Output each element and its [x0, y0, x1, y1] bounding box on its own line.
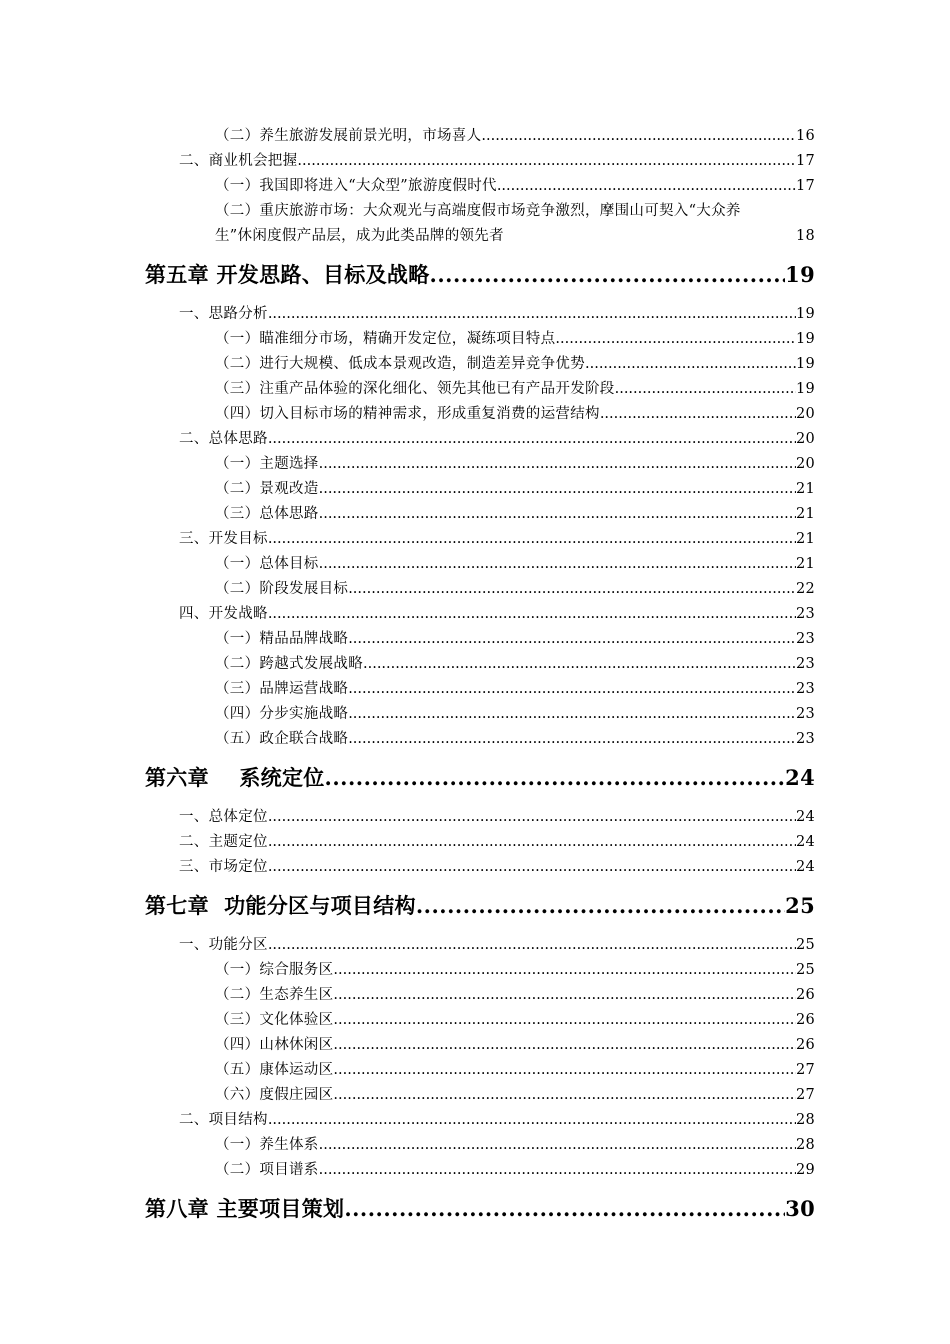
- toc-entry[interactable]: [145, 1158, 815, 1183]
- toc-leader-dots: [344, 1183, 785, 1235]
- toc-entry-page: 26: [795, 1037, 815, 1053]
- toc-leader-dots: [363, 652, 796, 677]
- toc-entry-title: （二）生态养生区: [215, 987, 334, 1003]
- toc-entry[interactable]: [145, 602, 815, 627]
- table-of-contents: [145, 124, 815, 1236]
- toc-leader-dots: [333, 983, 796, 1008]
- toc-entry-title: 二、总体思路: [179, 431, 268, 447]
- toc-leader-dots: [430, 249, 786, 301]
- toc-leader-dots: [319, 502, 796, 527]
- toc-leader-dots: [348, 627, 796, 652]
- toc-chapter-title: 第七章 功能分区与项目结构: [145, 893, 416, 918]
- toc-entry[interactable]: [145, 452, 815, 477]
- toc-chapter-title: 第八章 主要项目策划: [145, 1196, 345, 1221]
- toc-entry-page: 27: [795, 1087, 815, 1103]
- toc-entry-title: （二）景观改造: [215, 481, 319, 497]
- toc-entry-title: （三）注重产品体验的深化细化、领先其他已有产品开发阶段: [215, 381, 615, 397]
- toc-entry-page: 20: [795, 431, 815, 447]
- toc-entry[interactable]: [145, 627, 815, 652]
- toc-leader-dots: [615, 377, 796, 402]
- toc-entry-title: （三）品牌运营战略: [215, 681, 349, 697]
- toc-entry-title: （四）分步实施战略: [215, 706, 349, 722]
- toc-leader-dots: [497, 174, 796, 199]
- toc-leader-dots: [268, 1108, 796, 1133]
- toc-entry-title: （二）养生旅游发展前景光明，市场喜人: [215, 128, 482, 144]
- toc-entry-page: 26: [795, 987, 815, 1003]
- toc-entry[interactable]: [145, 983, 815, 1008]
- toc-leader-dots: [319, 552, 796, 577]
- toc-entry[interactable]: [145, 702, 815, 727]
- toc-entry-title: 二、项目结构: [179, 1112, 268, 1128]
- toc-leader-dots: [333, 1058, 796, 1083]
- toc-leader-dots: [333, 1033, 796, 1058]
- toc-entry[interactable]: [145, 477, 815, 502]
- toc-entry-page: 16: [795, 128, 815, 144]
- toc-chapter-page: 19: [785, 262, 815, 287]
- toc-entry-title-line1: （二）重庆旅游市场：大众观光与高端度假市场竞争激烈，摩围山可契入“大众养: [215, 203, 741, 219]
- toc-entry-title: （二）进行大规模、低成本景观改造，制造差异竞争优势: [215, 356, 585, 372]
- toc-entry[interactable]: [145, 1133, 815, 1158]
- toc-entry-title: （一）我国即将进入“大众型”旅游度假时代: [215, 178, 497, 194]
- toc-entry-page: 24: [795, 834, 815, 850]
- toc-entry-title: （四）切入目标市场的精神需求，形成重复消费的运营结构: [215, 406, 600, 422]
- toc-entry[interactable]: [145, 1058, 815, 1083]
- toc-leader-dots: [268, 427, 796, 452]
- toc-entry-title: （四）山林休闲区: [215, 1037, 334, 1053]
- toc-entry-line2: [145, 224, 815, 249]
- toc-entry-page: 23: [795, 681, 815, 697]
- toc-chapter[interactable]: [145, 249, 815, 302]
- toc-entry-title: 三、开发目标: [179, 531, 268, 547]
- toc-leader-dots: [297, 149, 796, 174]
- toc-entry[interactable]: [145, 1083, 815, 1108]
- toc-chapter-page: 30: [785, 1196, 815, 1221]
- toc-entry-page: 26: [795, 1012, 815, 1028]
- toc-leader-dots: [268, 302, 796, 327]
- toc-entry[interactable]: [145, 327, 815, 352]
- toc-entry-title: 二、商业机会把握: [179, 153, 298, 169]
- toc-entry-page: 21: [795, 531, 815, 547]
- toc-entry-title: 四、开发战略: [179, 606, 268, 622]
- toc-entry-page: 25: [795, 962, 815, 978]
- toc-entry-title: （五）政企联合战略: [215, 731, 349, 747]
- toc-entry-page: 21: [795, 506, 815, 522]
- toc-entry-page: 23: [795, 706, 815, 722]
- toc-entry-page: 20: [795, 456, 815, 472]
- toc-entry-page: 20: [795, 406, 815, 422]
- toc-entry[interactable]: [145, 402, 815, 427]
- toc-entry-page: 24: [795, 809, 815, 825]
- toc-leader-dots: [555, 327, 796, 352]
- toc-entry-title: （三）总体思路: [215, 506, 319, 522]
- toc-entry[interactable]: [145, 958, 815, 983]
- toc-entry-page: 27: [795, 1062, 815, 1078]
- toc-entry-title: （一）瞄准细分市场，精确开发定位，凝练项目特点: [215, 331, 556, 347]
- toc-entry-page: 21: [795, 481, 815, 497]
- toc-entry[interactable]: [145, 855, 815, 880]
- toc-entry-page: 18: [795, 228, 815, 244]
- toc-entry-title: （二）跨越式发展战略: [215, 656, 363, 672]
- toc-entry-title: 一、思路分析: [179, 306, 268, 322]
- toc-entry-title: （一）精品品牌战略: [215, 631, 349, 647]
- toc-entry-page: 19: [795, 356, 815, 372]
- toc-leader-dots: [268, 933, 796, 958]
- toc-chapter-title: 第六章 系统定位: [145, 765, 325, 790]
- toc-chapter[interactable]: [145, 1183, 815, 1236]
- toc-entry-title: （一）总体目标: [215, 556, 319, 572]
- toc-chapter[interactable]: [145, 752, 815, 805]
- toc-entry[interactable]: [145, 577, 815, 602]
- toc-entry[interactable]: [145, 352, 815, 377]
- toc-leader-dots: [333, 1083, 796, 1108]
- toc-entry[interactable]: [145, 174, 815, 199]
- toc-leader-dots: [319, 1133, 796, 1158]
- toc-entry-page: 19: [795, 306, 815, 322]
- toc-entry-page: 28: [795, 1137, 815, 1153]
- toc-entry[interactable]: [145, 149, 815, 174]
- toc-leader-dots: [319, 452, 796, 477]
- toc-entry-page: 24: [795, 859, 815, 875]
- toc-entry-page: 25: [795, 937, 815, 953]
- toc-entry[interactable]: [145, 677, 815, 702]
- toc-entry[interactable]: [145, 830, 815, 855]
- toc-leader-dots: [416, 880, 785, 932]
- toc-chapter-page: 24: [785, 765, 815, 790]
- toc-entry[interactable]: [145, 805, 815, 830]
- toc-entry[interactable]: [145, 302, 815, 327]
- toc-entry[interactable]: [145, 727, 815, 752]
- toc-entry-page: 23: [795, 631, 815, 647]
- toc-entry[interactable]: [145, 1108, 815, 1133]
- toc-entry[interactable]: [145, 502, 815, 527]
- toc-leader-dots: [348, 577, 796, 602]
- toc-leader-dots: [268, 527, 796, 552]
- toc-entry-page: 29: [795, 1162, 815, 1178]
- toc-leader-dots: [333, 1008, 796, 1033]
- toc-entry[interactable]: [145, 377, 815, 402]
- toc-entry-title: （六）度假庄园区: [215, 1087, 334, 1103]
- toc-leader-dots: [348, 727, 796, 752]
- toc-entry-wrapped[interactable]: [145, 199, 815, 249]
- toc-entry-page: 28: [795, 1112, 815, 1128]
- toc-entry-page: 19: [795, 381, 815, 397]
- toc-entry-title: 三、市场定位: [179, 859, 268, 875]
- toc-leader-dots: [325, 752, 786, 804]
- toc-entry-page: 22: [795, 581, 815, 597]
- toc-chapter-page: 25: [785, 893, 815, 918]
- toc-entry-page: 17: [795, 178, 815, 194]
- toc-leader-dots: [348, 677, 796, 702]
- toc-leader-dots: [319, 477, 796, 502]
- toc-entry-title: （二）阶段发展目标: [215, 581, 349, 597]
- toc-leader-dots: [319, 1158, 796, 1183]
- toc-leader-dots: [268, 830, 796, 855]
- toc-entry-page: 21: [795, 556, 815, 572]
- toc-entry[interactable]: [145, 652, 815, 677]
- toc-entry[interactable]: [145, 527, 815, 552]
- toc-entry-title-line2: 生”休闲度假产品层，成为此类品牌的领先者: [215, 228, 504, 244]
- toc-entry-page: 17: [795, 153, 815, 169]
- toc-entry-title: （一）主题选择: [215, 456, 319, 472]
- toc-chapter-title: 第五章 开发思路、目标及战略: [145, 262, 430, 287]
- toc-leader-dots: [585, 352, 796, 377]
- toc-entry-title: 一、总体定位: [179, 809, 268, 825]
- toc-entry-title: （二）项目谱系: [215, 1162, 319, 1178]
- toc-entry-title: 二、主题定位: [179, 834, 268, 850]
- toc-leader-dots: [333, 958, 796, 983]
- toc-entry-page: 23: [795, 656, 815, 672]
- toc-leader-dots: [481, 124, 796, 149]
- toc-leader-dots: [268, 855, 796, 880]
- toc-entry[interactable]: [145, 552, 815, 577]
- toc-leader-dots: [268, 602, 796, 627]
- toc-entry-page: 23: [795, 606, 815, 622]
- toc-entry[interactable]: [145, 933, 815, 958]
- toc-leader-dots: [268, 805, 796, 830]
- toc-entry-title: （一）综合服务区: [215, 962, 334, 978]
- toc-entry-title: 一、功能分区: [179, 937, 268, 953]
- toc-entry-page: 23: [795, 731, 815, 747]
- toc-leader-dots: [600, 402, 796, 427]
- toc-entry[interactable]: [145, 124, 815, 149]
- toc-entry[interactable]: [145, 1033, 815, 1058]
- toc-entry-title: （一）养生体系: [215, 1137, 319, 1153]
- toc-entry-title: （三）文化体验区: [215, 1012, 334, 1028]
- toc-chapter[interactable]: [145, 880, 815, 933]
- toc-entry-title: （五）康体运动区: [215, 1062, 334, 1078]
- toc-leader-dots: [348, 702, 796, 727]
- toc-entry-page: 19: [795, 331, 815, 347]
- toc-entry[interactable]: [145, 1008, 815, 1033]
- toc-entry[interactable]: [145, 427, 815, 452]
